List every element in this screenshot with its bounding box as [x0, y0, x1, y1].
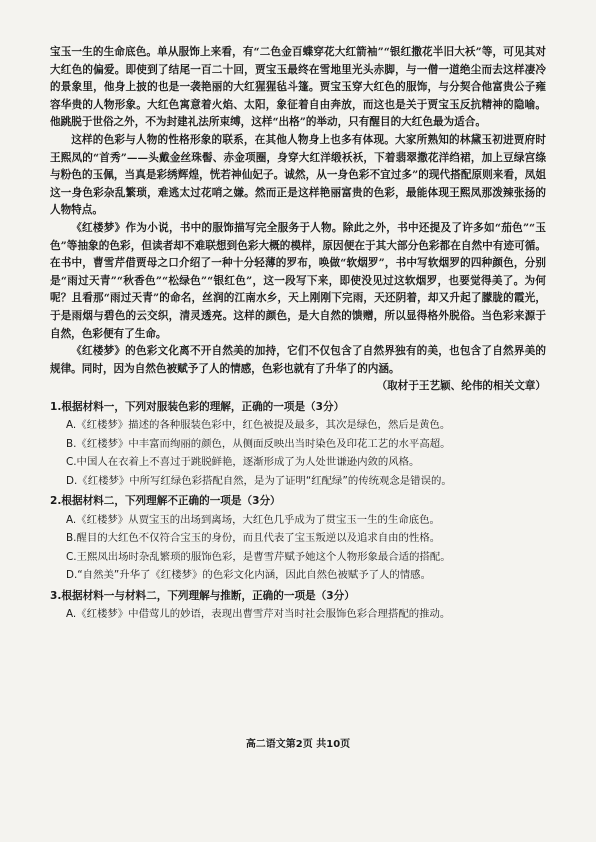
question-3 — [50, 587, 546, 624]
source-citation: （取材于王艺颖、纶伟的相关文章） — [376, 380, 546, 393]
passage-paragraph-4: 《红楼梦》的色彩文化离不开自然美的加持，它们不仅包含了自然界独有的美，也包含了自然界美的规律。同时，因为自然色被赋予了人的情感，色彩也就有了升华了的内涵。 — [50, 345, 546, 375]
page-footer: 高二语文第2页 共10页 — [245, 739, 351, 750]
question-1-option-c: C.中国人在衣着上不喜过于跳脱鲜艳，逐渐形成了为人处世谦逊内敛的风格。 — [66, 456, 420, 469]
question-1-option-d: D.《红楼梦》中所写红绿色彩搭配自然，是为了证明“红配绿”的传统观念是错误的。 — [66, 474, 452, 487]
question-3-stem: 3.根据材料一与材料二，下列理解与推断，正确的一项是（3分） — [50, 589, 355, 602]
question-2 — [50, 492, 546, 585]
question-2-stem: 2.根据材料二，下列理解不正确的一项是（3分） — [50, 495, 281, 508]
question-2-option-d: D.“自然美”升华了《红楼梦》的色彩文化内涵，因此自然色被赋予了人的情感。 — [66, 569, 431, 582]
passage-paragraph-3: 《红楼梦》作为小说，书中的服饰描写完全服务于人物。除此之外，书中还提及了许多如“茄色”“玉色”等抽象的色彩，但读者却不难联想到色彩大概的模样，原因便在于其大部分色彩都在自然中有迹可循。在书中，曹雪芹借贾母之口介绍了一种十分轻薄的罗布，唤做“软烟罗”，书中写软烟罗的四种颜色，分别是“雨过天青”“秋香色”“松绿色”“银红色”，这一段写下来，即使没见过这软烟罗，也要觉得美了。为何呢？且看那“雨过天青”的命名，丝润的江南水乡，天上刚刚下完雨，天还阴着，却又升起了朦胧的霞光，于是雨烟与碧色的云交织，清灵透亮。这样的颜色，是大自然的馈赠，所以显得格外脱俗。当色彩来源于自然，色彩便有了生命。 — [50, 221, 546, 340]
question-3-option-a: A.《红楼梦》中借莺儿的妙语，表现出曹雪芹对当时社会服饰色彩合理搭配的推动。 — [66, 608, 451, 621]
question-1-stem: 1.根据材料一，下列对服装色彩的理解，正确的一项是（3分） — [50, 400, 345, 413]
passage-paragraph-1: 宝玉一生的生命底色。单从服饰上来看，有“二色金百蝶穿花大红箭袖”“银红撒花半旧大袄”等，可见其对大红色的偏爱。即使到了结尾一百二十回，贾宝玉最终在雪地里光头赤脚，与一僧一道绝尘而去这样凄冷的景象里，他身上披的也是一袭艳丽的大红猩猩毡斗篷。贾宝玉穿大红色的服饰，与分契合他富贵公子雍容华贵的人物形象。大红色寓意着火焰、太阳，象征着自由奔放，而这也是关于贾宝玉反抗精神的隐喻。他跳脱于世俗之外，不为封建礼法所束缚，这样“出格”的举动，只有醒目的大红色最为适合。 — [50, 46, 546, 129]
question-2-option-b: B.醒目的大红色不仅符合宝玉的身份，而且代表了宝玉叛逆以及追求自由的性格。 — [66, 532, 441, 545]
passage-paragraph-2: 这样的色彩与人物的性格形象的联系，在其他人物身上也多有体现。大家所熟知的林黛玉初进贾府时王熙凤的“首秀”——头戴金丝珠髻、赤金项圈，身穿大红洋缎袄袄，下着翡翠撒花洋绉裙，加上豆绿宫绦与粉色的玉佩，当真是彩绣辉煌，恍若神仙妃子。诚然，从一身色彩不宜过多”的现代搭配原则来看，凤姐这一身色彩杂乱繁琐，难逃太过花哨之嫌。然而正是这样艳丽富贵的色彩，最能体现王熙凤那泼辣张扬的人物特点。 — [50, 133, 546, 217]
question-2-option-c: C.王熙凤出场时杂乱繁琐的服饰色彩，是曹雪芹赋予她这个人物形象最合适的搭配。 — [66, 550, 451, 563]
question-1 — [50, 398, 546, 491]
question-2-option-a: A.《红楼梦》从贾宝玉的出场到离场，大红色几乎成为了贯宝玉一生的生命底色。 — [66, 513, 440, 526]
question-1-option-b: B.《红楼梦》中丰富而绚丽的颜色，从侧面反映出当时染色及印花工艺的水平高超。 — [66, 437, 451, 450]
question-1-option-a: A.《红楼梦》描述的各种服装色彩中，红色被提及最多，其次是绿色，然后是黄色。 — [66, 419, 451, 432]
